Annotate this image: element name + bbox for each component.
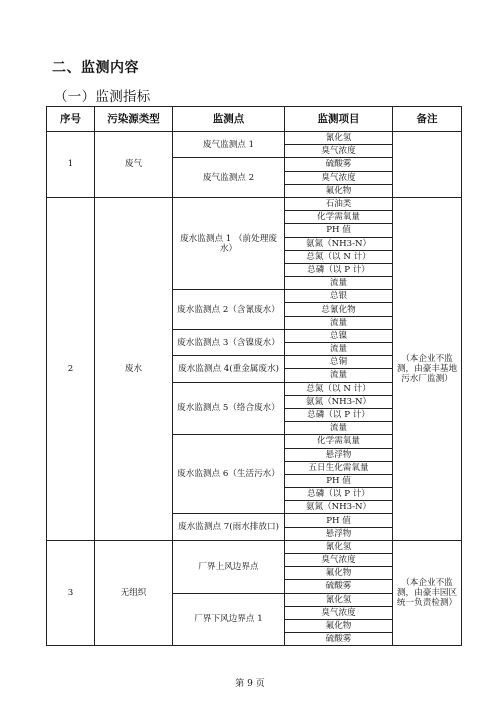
source-type-cell: 废气 xyxy=(95,132,173,198)
monitoring-item-cell: 硫酸雾 xyxy=(285,158,393,171)
monitoring-item-cell: 氨氮（NH3-N） xyxy=(285,237,393,250)
source-type-cell: 无组织 xyxy=(95,540,173,646)
monitoring-point-cell: 废气监测点 2 xyxy=(173,158,285,198)
monitoring-item-cell: 氟化物 xyxy=(285,184,393,197)
monitoring-item-cell: 总氮（以 N 计） xyxy=(285,250,393,263)
table-row xyxy=(47,197,462,210)
monitoring-point-cell: 厂界下风边界点 1 xyxy=(173,593,285,646)
monitoring-item-cell: 化学需氧量 xyxy=(285,435,393,448)
monitoring-item-cell: PH 值 xyxy=(285,514,393,527)
monitoring-item-cell: 总磷（以 P 计） xyxy=(285,408,393,421)
monitoring-item-cell: 硫酸雾 xyxy=(285,633,393,646)
monitoring-item-cell: 流量 xyxy=(285,316,393,329)
table-header-row xyxy=(47,107,462,132)
monitoring-item-cell: 总镍 xyxy=(285,329,393,342)
monitoring-point-cell: 废水监测点 7(雨水排放口) xyxy=(173,514,285,540)
monitoring-item-cell: 氨氮（NH3-N） xyxy=(285,395,393,408)
monitoring-item-cell: 臭气浓度 xyxy=(285,171,393,184)
seq-cell: 2 xyxy=(47,197,95,540)
source-type-cell: 废水 xyxy=(95,197,173,540)
header-source-type: 污染源类型 xyxy=(95,107,173,132)
monitoring-item-cell: 总磷（以 P 计） xyxy=(285,263,393,276)
monitoring-item-cell: 流量 xyxy=(285,422,393,435)
seq-cell: 1 xyxy=(47,132,95,198)
table-row xyxy=(47,540,462,553)
monitoring-item-cell: 臭气浓度 xyxy=(285,145,393,158)
monitoring-item-cell: 总银 xyxy=(285,290,393,303)
header-monitoring-item: 监测项目 xyxy=(285,107,393,132)
monitoring-item-cell: 五日生化需氧量 xyxy=(285,461,393,474)
monitoring-item-cell: 悬浮物 xyxy=(285,527,393,540)
monitoring-item-cell: 氰化氢 xyxy=(285,593,393,606)
monitoring-point-cell: 厂界上风边界点 xyxy=(173,540,285,593)
monitoring-item-cell: 臭气浓度 xyxy=(285,606,393,619)
page-footer: 第 9 页 xyxy=(235,679,265,689)
monitoring-item-cell: 硫酸雾 xyxy=(285,580,393,593)
monitoring-item-cell: PH 值 xyxy=(285,224,393,237)
monitoring-item-cell: 总铜 xyxy=(285,356,393,369)
section-heading: 二、监测内容 xyxy=(52,60,139,76)
monitoring-item-cell: 臭气浓度 xyxy=(285,554,393,567)
monitoring-item-cell: PH 值 xyxy=(285,474,393,487)
monitoring-point-cell: 废水监测点 1 （前处理废水） xyxy=(173,197,285,289)
monitoring-item-cell: 流量 xyxy=(285,369,393,382)
monitoring-item-cell: 总氰化物 xyxy=(285,303,393,316)
header-monitoring-point: 监测点 xyxy=(173,107,285,132)
monitoring-item-cell: 氟化物 xyxy=(285,619,393,632)
monitoring-item-cell: 氰化氢 xyxy=(285,132,393,145)
monitoring-item-cell: 流量 xyxy=(285,343,393,356)
table-body xyxy=(47,132,462,646)
monitoring-item-cell: 总磷（以 P 计） xyxy=(285,488,393,501)
remark-cell: （本企业不监测，由豪丰园区统一负责检测） xyxy=(393,540,462,646)
monitoring-item-cell: 悬浮物 xyxy=(285,448,393,461)
remark-cell: （本企业不监测，由豪丰基地污水厂监测） xyxy=(393,197,462,540)
table-row xyxy=(47,132,462,145)
monitoring-item-cell: 总氮（以 N 计） xyxy=(285,382,393,395)
monitoring-item-cell: 氟化物 xyxy=(285,567,393,580)
monitoring-point-cell: 废水监测点 6（生活污水） xyxy=(173,435,285,514)
monitoring-point-cell: 废气监测点 1 xyxy=(173,132,285,158)
monitoring-point-cell: 废水监测点 5（络合废水） xyxy=(173,382,285,435)
seq-cell: 3 xyxy=(47,540,95,646)
monitoring-table xyxy=(46,106,462,646)
monitoring-point-cell: 废水监测点 2（含氰废水） xyxy=(173,290,285,330)
monitoring-point-cell: 废水监测点 4(重金属废水) xyxy=(173,356,285,382)
monitoring-point-cell: 废水监测点 3（含镍废水） xyxy=(173,329,285,355)
monitoring-item-cell: 氨氮（NH3-N） xyxy=(285,501,393,514)
remark-cell xyxy=(393,132,462,198)
monitoring-item-cell: 化学需氧量 xyxy=(285,211,393,224)
header-seq: 序号 xyxy=(47,107,95,132)
subsection-heading: （一）监测指标 xyxy=(54,89,151,105)
header-remark: 备注 xyxy=(393,107,462,132)
monitoring-item-cell: 石油类 xyxy=(285,197,393,210)
monitoring-item-cell: 流量 xyxy=(285,277,393,290)
monitoring-item-cell: 氰化氢 xyxy=(285,540,393,553)
